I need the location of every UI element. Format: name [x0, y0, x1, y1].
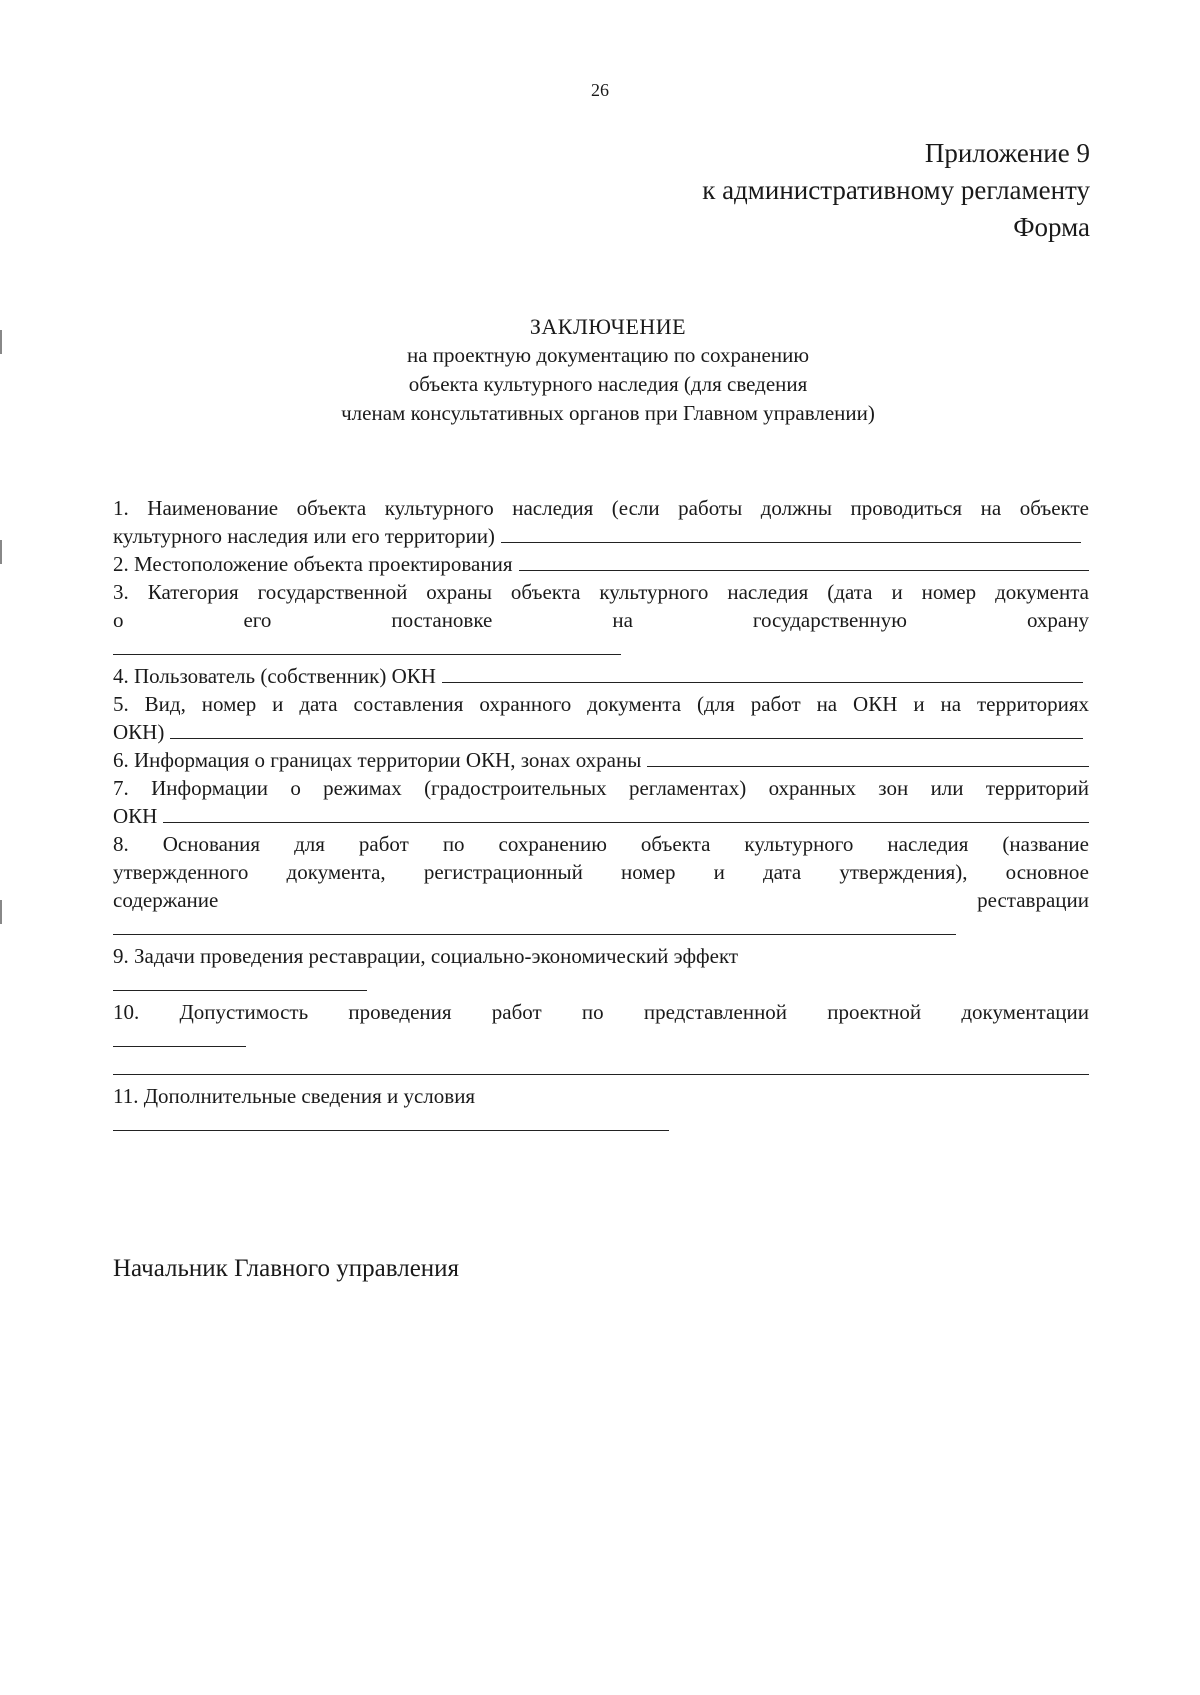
title-line: объекта культурного наследия (для сведения: [408, 372, 808, 396]
field-11-row: [113, 1110, 1089, 1138]
field-1-input-line[interactable]: [501, 522, 1081, 543]
field-5-row: [113, 718, 1089, 746]
document-title: [0, 312, 1200, 428]
field-7-input-line[interactable]: [163, 802, 1089, 823]
field-1-label-cont: культурного наследия или его территории): [113, 524, 495, 548]
field-3-label: 3. Категория государственной охраны объекта культурного наследия (дата и номер документа: [113, 580, 1089, 604]
field-10-input-line[interactable]: [113, 1026, 246, 1047]
field-4-label: 4. Пользователь (собственник) ОКН: [113, 664, 436, 688]
field-3-label-cont: о его постановке на государственную охрану: [113, 608, 1089, 632]
field-9-input-line[interactable]: [113, 970, 367, 991]
title-line: членам консультативных органов при Главном управлении): [341, 401, 875, 425]
field-9-label: 9. Задачи проведения реставрации, социально-экономический эффект: [113, 944, 739, 968]
field-10-label: 10. Допустимость проведения работ по представленной проектной документации: [113, 1000, 1089, 1024]
title-line: на проектную документацию по сохранению: [406, 343, 810, 367]
field-4-input-line[interactable]: [442, 662, 1083, 683]
signature-label: Начальник Главного управления: [113, 1255, 460, 1282]
field-6-input-line[interactable]: [647, 746, 1089, 767]
field-5-label: 5. Вид, номер и дата составления охранного документа (для работ на ОКН и на территориях: [113, 692, 1089, 716]
field-11-input-line[interactable]: [113, 1110, 669, 1131]
scan-artifact: [0, 540, 2, 564]
field-1-row: [113, 522, 1089, 550]
field-8-label-cont: утвержденного документа, регистрационный номер и дата утверждения), основное: [113, 860, 1089, 884]
field-11-label: 11. Дополнительные сведения и условия: [113, 1084, 476, 1108]
field-7-label-cont: ОКН: [113, 804, 158, 828]
title-main: ЗАКЛЮЧЕНИЕ: [529, 314, 687, 339]
form-fields: [113, 494, 1089, 1138]
field-8-input-line[interactable]: [113, 914, 956, 935]
field-1-label: 1. Наименование объекта культурного наследия (если работы должны проводиться на объекте: [113, 496, 1089, 520]
scan-artifact: [0, 900, 2, 924]
field-10-row: [113, 1026, 1089, 1054]
field-8-label-cont: содержание реставрации: [113, 888, 1089, 912]
field-4-row: [113, 662, 1089, 690]
form-label: Форма: [1013, 212, 1090, 242]
page-number: 26: [591, 80, 609, 100]
field-8-row: [113, 914, 1089, 942]
field-3-row: [113, 634, 1089, 662]
appendix-header: [702, 135, 1090, 246]
appendix-reference: к административному регламенту: [702, 175, 1090, 205]
field-6-label: 6. Информация о границах территории ОКН, зонах охраны: [113, 748, 642, 772]
field-10-row-2: [113, 1054, 1089, 1082]
field-3-input-line[interactable]: [113, 634, 621, 655]
field-2-label: 2. Местоположение объекта проектирования: [113, 552, 513, 576]
field-8-label: 8. Основания для работ по сохранению объекта культурного наследия (название: [113, 832, 1089, 856]
field-5-input-line[interactable]: [170, 718, 1083, 739]
field-6-row: [113, 746, 1089, 774]
field-2-input-line[interactable]: [519, 550, 1089, 571]
appendix-number: Приложение 9: [924, 138, 1090, 168]
field-10-input-line-2[interactable]: [113, 1054, 1089, 1075]
field-7-label: 7. Информации о режимах (градостроительных регламентах) охранных зон или территорий: [113, 776, 1089, 800]
field-7-row: [113, 802, 1089, 830]
field-2-row: [113, 550, 1089, 578]
field-5-label-cont: ОКН): [113, 720, 165, 744]
field-9-row: [113, 970, 1089, 998]
